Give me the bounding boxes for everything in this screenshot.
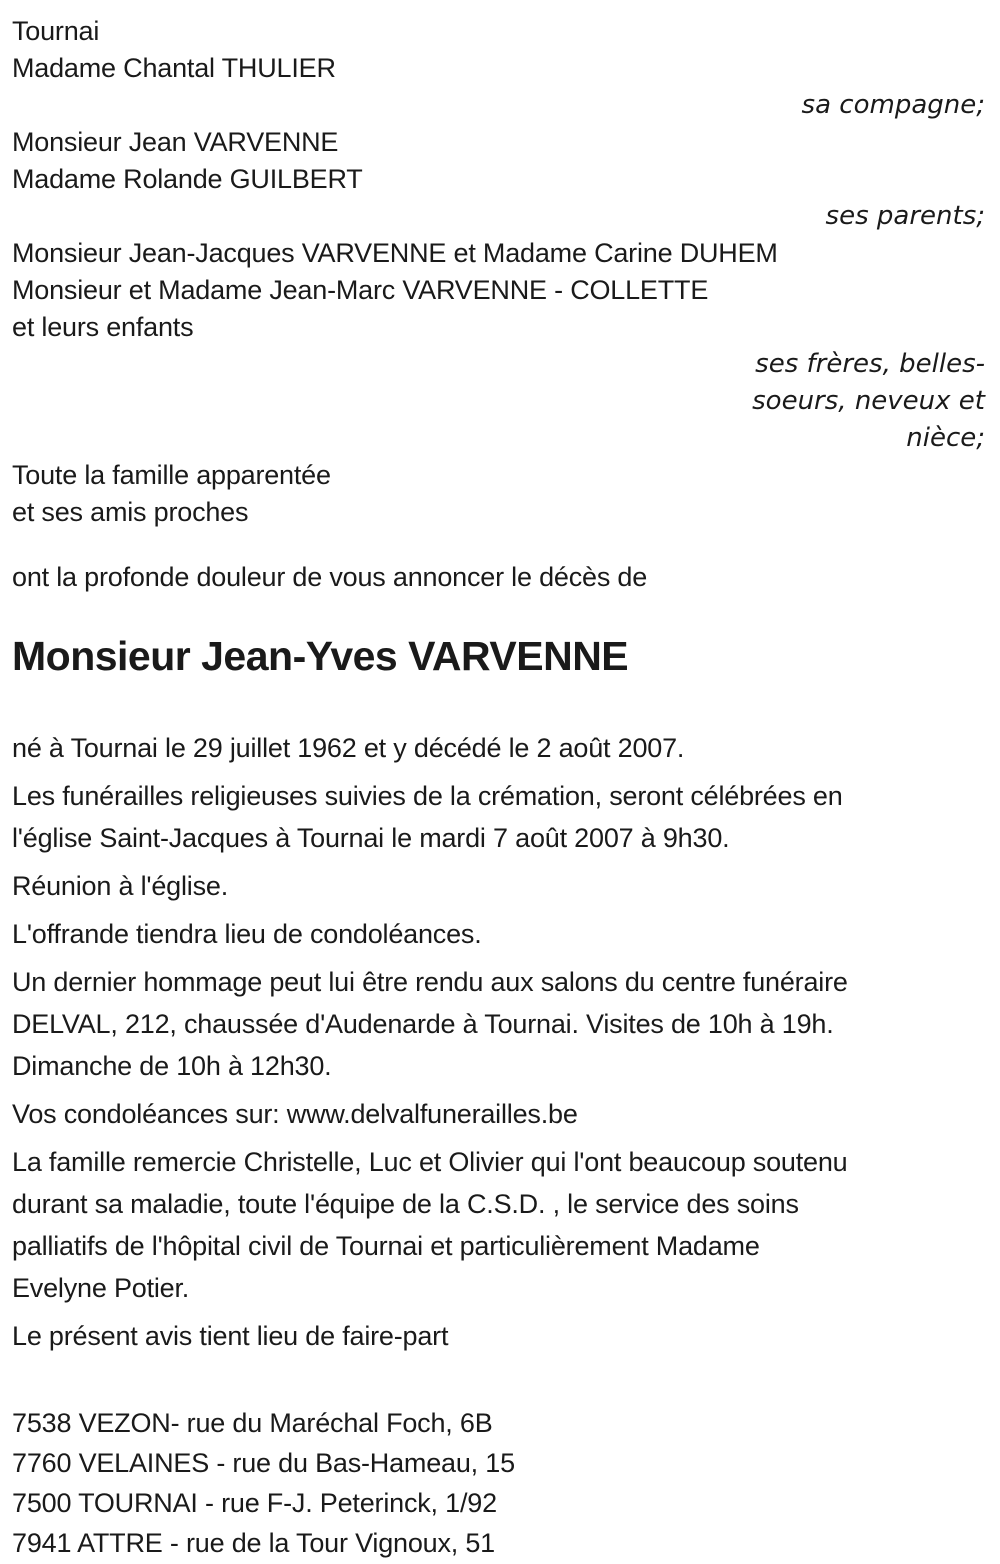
announcement-line: ont la profonde douleur de vous annoncer le décès de	[12, 562, 648, 592]
paragraph-line: Un dernier hommage peut lui être rendu aux salons du centre funéraire	[12, 967, 848, 997]
relative-name-line: et leurs enfants	[12, 312, 194, 342]
location-line: Tournai	[12, 16, 100, 46]
paragraph-line: Réunion à l'église.	[12, 871, 228, 901]
paragraph-line: Vos condoléances sur: www.delvalfunerailles.be	[12, 1099, 578, 1129]
relative-name-line: Madame Rolande GUILBERT	[12, 164, 363, 194]
notice-details	[12, 727, 985, 1357]
notice-paragraph	[12, 865, 985, 907]
relation-label: nièce;	[906, 423, 985, 453]
relative-name-line: et ses amis proches	[12, 497, 249, 527]
relative-name-line: Madame Chantal THULIER	[12, 53, 336, 83]
paragraph-line: l'église Saint-Jacques à Tournai le mardi 7 août 2007 à 9h30.	[12, 823, 730, 853]
address-line: 7941 ATTRE - rue de la Tour Vignoux, 51	[12, 1528, 495, 1558]
relative-name-line: Toute la famille apparentée	[12, 460, 331, 490]
relation-label: ses frères, belles-	[755, 349, 985, 379]
notice-paragraph	[12, 961, 985, 1087]
notice-paragraph	[12, 913, 985, 955]
paragraph-line: Evelyne Potier.	[12, 1273, 190, 1303]
paragraph-line: DELVAL, 212, chaussée d'Audenarde à Tournai. Visites de 10h à 19h.	[12, 1009, 834, 1039]
deceased-name-heading: Monsieur Jean-Yves VARVENNE	[12, 633, 629, 679]
paragraph-line: La famille remercie Christelle, Luc et Olivier qui l'ont beaucoup soutenu	[12, 1147, 848, 1177]
condolences-url-line	[12, 1093, 985, 1135]
relative-name-line: Monsieur Jean VARVENNE	[12, 127, 339, 157]
relative-name-line: Monsieur et Madame Jean-Marc VARVENNE - COLLETTE	[12, 275, 709, 305]
paragraph-line: né à Tournai le 29 juillet 1962 et y décédé le 2 août 2007.	[12, 733, 685, 763]
paragraph-line: Dimanche de 10h à 12h30.	[12, 1051, 332, 1081]
notice-paragraph	[12, 775, 985, 859]
paragraph-line: Les funérailles religieuses suivies de la crémation, seront célébrées en	[12, 781, 843, 811]
paragraph-line: durant sa maladie, toute l'équipe de la C.S.D. , le service des soins	[12, 1189, 799, 1219]
notice-paragraph	[12, 1141, 985, 1309]
address-line: 7760 VELAINES - rue du Bas-Hameau, 15	[12, 1448, 515, 1478]
paragraph-line: palliatifs de l'hôpital civil de Tournai et particulièrement Madame	[12, 1231, 760, 1261]
notice-paragraph	[12, 1315, 985, 1357]
relation-label: soeurs, neveux et	[752, 386, 985, 416]
relation-label: sa compagne;	[801, 90, 985, 120]
address-line: 7538 VEZON- rue du Maréchal Foch, 6B	[12, 1408, 493, 1438]
address-line: 7500 TOURNAI - rue F-J. Peterinck, 1/92	[12, 1488, 497, 1518]
notice-paragraph	[12, 727, 985, 769]
paragraph-line: Le présent avis tient lieu de faire-part	[12, 1321, 449, 1351]
relative-name-line: Monsieur Jean-Jacques VARVENNE et Madame Carine DUHEM	[12, 238, 778, 268]
paragraph-line: L'offrande tiendra lieu de condoléances.	[12, 919, 482, 949]
address-list	[12, 1403, 985, 1563]
relation-label: ses parents;	[825, 201, 985, 231]
